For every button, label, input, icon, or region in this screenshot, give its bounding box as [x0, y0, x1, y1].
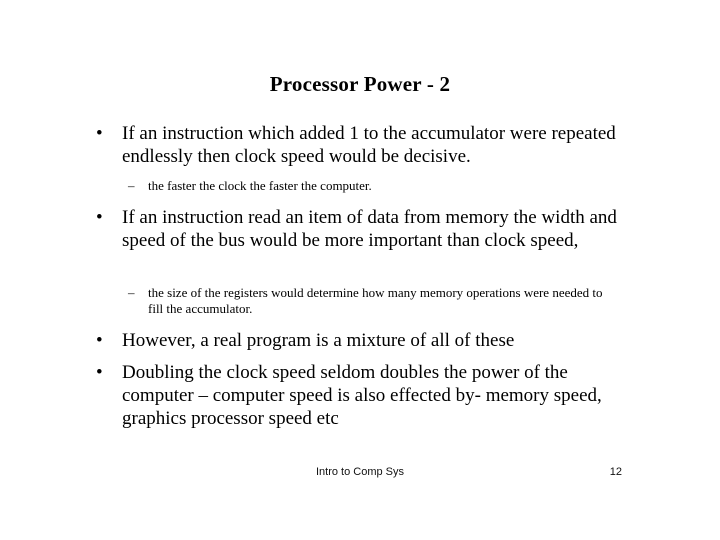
slide-title: Processor Power - 2: [269, 72, 451, 96]
bullet-item: [96, 329, 626, 352]
page-number: 12: [609, 466, 622, 478]
bullet-marker: •: [96, 123, 103, 144]
bullet-text: If an instruction which added 1 to the accumulator were repeated endlessly then clock speed would be decisive.: [122, 123, 616, 167]
bullet-item: [96, 361, 626, 430]
bullet-text: However, a real program is a mixture of all of these: [122, 330, 515, 351]
bullet-marker: •: [96, 330, 103, 351]
slide-footer: Intro to Comp Sys: [315, 466, 405, 478]
bullet-marker: •: [96, 207, 103, 228]
sub-bullet-marker: –: [128, 178, 135, 193]
bullet-item: [96, 206, 626, 252]
sub-bullet-text: the faster the clock the faster the computer.: [148, 178, 372, 193]
bullet-text: Doubling the clock speed seldom doubles the power of the computer – computer speed is also effected by- memory speed, graphics processor speed etc: [122, 362, 602, 429]
bullet-text: If an instruction read an item of data from memory the width and speed of the bus would be more important than clock speed,: [122, 207, 617, 251]
sub-bullet-item: [128, 285, 618, 317]
bullet-item: [96, 122, 626, 168]
sub-bullet-text: the size of the registers would determine how many memory operations were needed to fill the accumulator.: [148, 285, 603, 316]
bullet-marker: •: [96, 362, 103, 383]
sub-bullet-marker: –: [128, 285, 135, 300]
sub-bullet-item: [128, 178, 618, 194]
